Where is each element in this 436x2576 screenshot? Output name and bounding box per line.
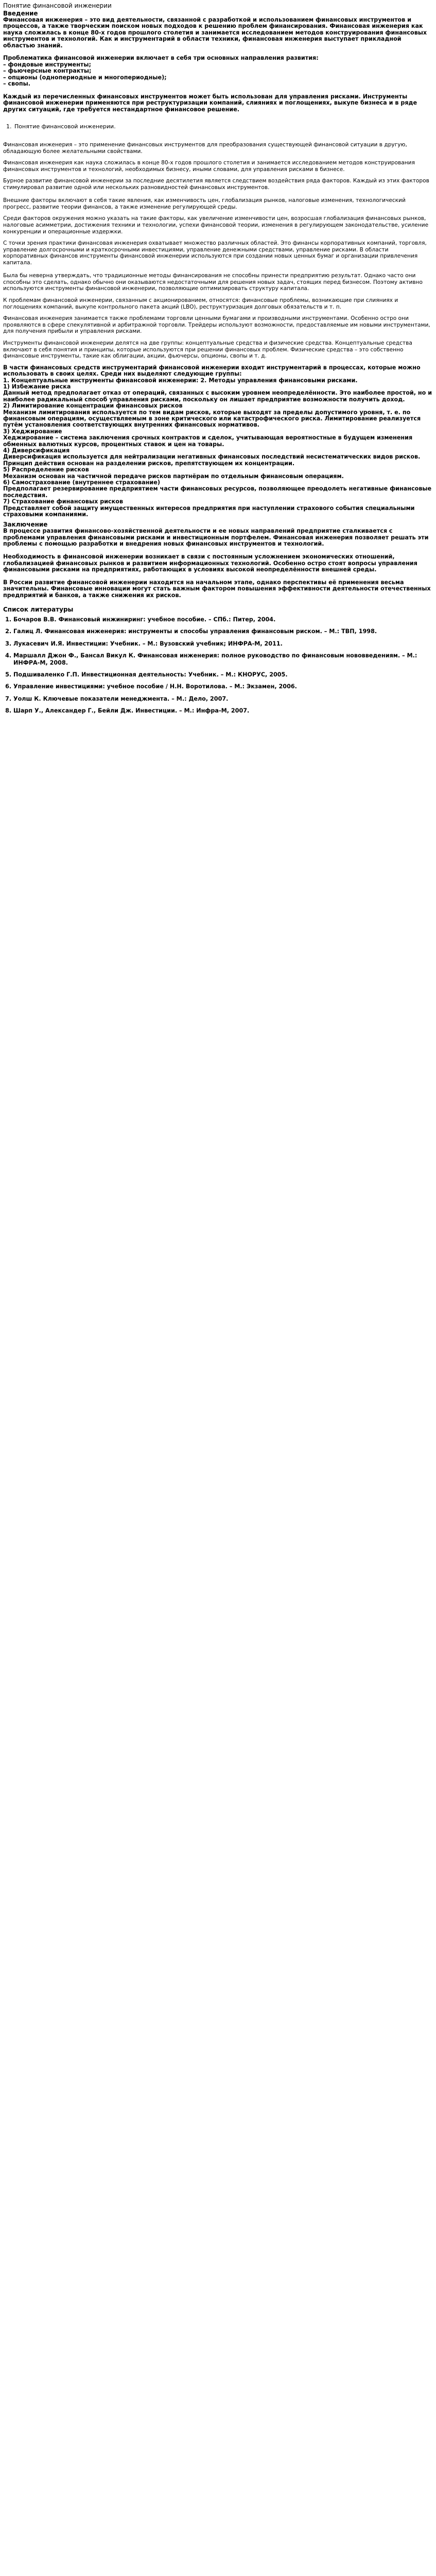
numbered-list-item: 1. Понятие финансовой инженерии.	[13, 123, 433, 130]
reference-item: 8. Шарп У., Александер Г., Бейли Дж. Инвестиции. – М.: Инфра-М, 2007.	[13, 707, 433, 714]
risk-methods-section: В части финансовых средств инструментарий финансовой инженерии входит инструментарий в процессах, которые можно использовать в своих целях. Среди них выделяют следующие группы: 1. Концептуальные инструменты финансовой инженерии: 2. Методы управления финансовыми рисками. 1) Избежание риска Данный метод предполагает отказ от операций, связанных с высоким уровнем неопределённости. Это наиболее простой, но и наиболее радикальный способ управления рисками, поскольку он лишает предприятие возможности получить доход. 2) Лимитирование концентрации финансовых рисков Механизм лимитирования используется по тем видам рисков, которые выходят за пределы допустимого уровня, т. е. по финансовым операциям, осуществляемым в зоне критического или катастрофического риска. Лимитирование реализуется путём установления соответствующих внутренних финансовых нормативов. 3) Хеджирование Хеджирование – система заключения срочных контрактов и сделок, учитывающая вероятностные в будущем изменения обменных валютных курсов, процентных ставок и цен на товары. 4) Диверсификация Диверсификация используется для нейтрализации негативных финансовых последствий несистематических видов рисков. Принцип действия основан на разделении рисков, препятствующем их концентрации. 5) Распределение рисков Механизм основан на частичной передаче рисков партнёрам по отдельным финансовым операциям. 6) Самострахование (внутреннее страхование) Предполагает резервирование предприятием части финансовых ресурсов, позволяющее преодолеть негативные финансовые последствия. 7) Страхование финансовых рисков Представляет собой защиту имущественных интересов предприятия при наступлении страхового события специальными страховыми компаниями.	[3, 364, 432, 518]
body-paragraph: Среди факторов окружения можно указать на такие факторы, как увеличение изменчивости цен, возросшая глобализация финансовых рынков, налоговые асимметрии, достижения техники и технологии, успехи финансовой теории, изменения в регулирующем законодательстве, усиление конкуренции и операционные издержки.	[3, 215, 430, 235]
document	[0, 0, 436, 725]
numbered-list	[13, 123, 433, 130]
reference-item: 5. Подшиваленко Г.П. Инвестиционная деятельность: Учебник. – М.: КНОРУС, 2005.	[13, 671, 433, 678]
body-paragraph: Инструменты финансовой инженерии делятся на две группы: концептуальные средства и физические средства. Концептуальные средства включают в себя понятия и принципы, которые используются при решении финансовых проблем. Физические средства – это собственно финансовые инструменты, такие как облигации, акции, фьючерсы, опционы, свопы и т. д.	[3, 340, 414, 360]
intro-bold-text: Финансовая инженерия – это вид деятельности, связанной с разработкой и использованием финансовых инструментов и процессов, а также творческим поиском новых подходов к решению проблем финансирования. Финансовая инженерия как наука сложилась в конце 80-х годов прошлого столетия и занимается исследованием методов конструирования финансовых инструментов и технологий. Как и инструментарий в области техники, финансовая инженерия выступает прикладной областью знаний. Проблематика финансовой инженерии включает в себя три основных направления развития: – фондовые инструменты; – фьючерсные контракты; – опционы (однопериодные и многопериодные); – свопы. Каждый из перечисленных финансовых инструментов может быть использован для управления рисками. Инструменты финансовой инженерии применяются при реструктуризации компаний, слияниях и поглощениях, выкупе бизнеса и в ряде других ситуаций, где требуется нестандартное финансовое решение.	[3, 16, 427, 113]
conclusion-text: В процессе развития финансово-хозяйственной деятельности и ее новых направлений предприятие сталкивается с проблемами управления финансовыми рисками и инвестиционным портфелем. Финансовая инженерия позволяет решать эти проблемы с помощью разработки и внедрения новых финансовых инструментов и технологий. Необходимость в финансовой инженерии возникает в связи с постоянным усложнением экономических отношений, глобализацией финансовых рынков и развитием информационных технологий. Особенно остро стоят вопросы управления финансовыми рисками на предприятиях, работающих в условиях высокой неопределённости внешней среды. В России развитие финансовой инженерии находится на начальном этапе, однако перспективы её применения весьма значительны. Финансовые инновации могут стать важным фактором повышения эффективности деятельности отечественных предприятий и банков, а также снижения их рисков.	[3, 528, 431, 599]
references-list	[13, 616, 433, 715]
body-paragraph: Бурное развитие финансовой инженерии за последние десятилетия является следствием воздействия ряда факторов. Каждый из этих факторов стимулировал развитие одной или нескольких разновидностей финансовых инструментов. Внешние факторы включают в себя такие явления, как изменчивость цен, глобализация рынков, налоговые изменения, технологический прогресс, развитие теории финансов, а также изменение регулирующей среды.	[3, 178, 429, 210]
section-heading-conclusion: Заключение	[3, 521, 48, 529]
reference-item: 4. Маршалл Джон Ф., Бансал Викул К. Финансовая инженерия: полное руководство по финансовым нововведениям. – М.: ИНФРА-М, 2008.	[13, 652, 433, 666]
reference-item: 2. Галиц Л. Финансовая инженерия: инструменты и способы управления финансовым риском. – М.: ТВП, 1998.	[13, 628, 433, 635]
body-paragraph: К проблемам финансовой инженерии, связанным с акционированием, относятся: финансовые проблемы, возникающие при слияниях и поглощениях компаний, выкупе контрольного пакета акций (LBO), реструктуризация долговых обязательств и т. п.	[3, 297, 400, 310]
reference-item: 7. Уолш К. Ключевые показатели менеджмента. – М.: Дело, 2007.	[13, 696, 433, 702]
body-paragraph: Финансовая инженерия занимается также проблемами торговли ценными бумагами и производными инструментами. Особенно остро они проявляются в сфере спекулятивной и арбитражной торговли. Трейдеры используют возможности, предоставляемые им новыми инструментами, для получения прибыли и управления рисками.	[3, 315, 432, 335]
body-paragraph: С точки зрения практики финансовая инженерия охватывает множество различных областей. Это финансы корпоративных компаний, торговля, управление долгосрочными и краткосрочными инвестициями, управление денежными средствами, управление рисками. В области корпоративных финансов инструменты финансовой инженерии используются при создании новых ценных бумаг и организации привлечения капитала. Была бы невернa утверждать, что традиционные методы финансирования не способны принести предприятию результат. Однако часто они способны это сделать, однако обычно они оказываются недостаточными для решения новых задач, стоящих перед бизнесом. Поэтому активно используются инструменты финансовой инженерии, позволяющие оптимизировать структуру капитала.	[3, 240, 427, 292]
reference-item: 3. Лукасевич И.Я. Инвестиции: Учебник. – М.: Вузовский учебник; ИНФРА-М, 2011.	[13, 640, 433, 647]
reference-item: 6. Управление инвестициями: учебное пособие / Н.Н. Воротилова. – М.: Экзамен, 2006.	[13, 683, 433, 690]
references-title: Список литературы	[3, 605, 74, 613]
page-title: Понятие финансовой инженерии	[3, 2, 112, 9]
reference-item: 1. Бочаров В.В. Финансовый инжиниринг: учебное пособие. – СПб.: Питер, 2004.	[13, 616, 433, 623]
body-paragraph: Финансовая инженерия – это применение финансовых инструментов для преобразования существующей финансовой ситуации в другую, обладающую более желательными свойствами.	[3, 142, 409, 155]
section-heading-intro: Введение	[3, 10, 38, 17]
body-paragraph: Финансовая инженерия как наука сложилась в конце 80-х годов прошлого столетия и занимается исследованием методов конструирования финансовых инструментов и технологий, необходимых бизнесу, иными словами, для управления рисками в бизнесе.	[3, 160, 417, 173]
